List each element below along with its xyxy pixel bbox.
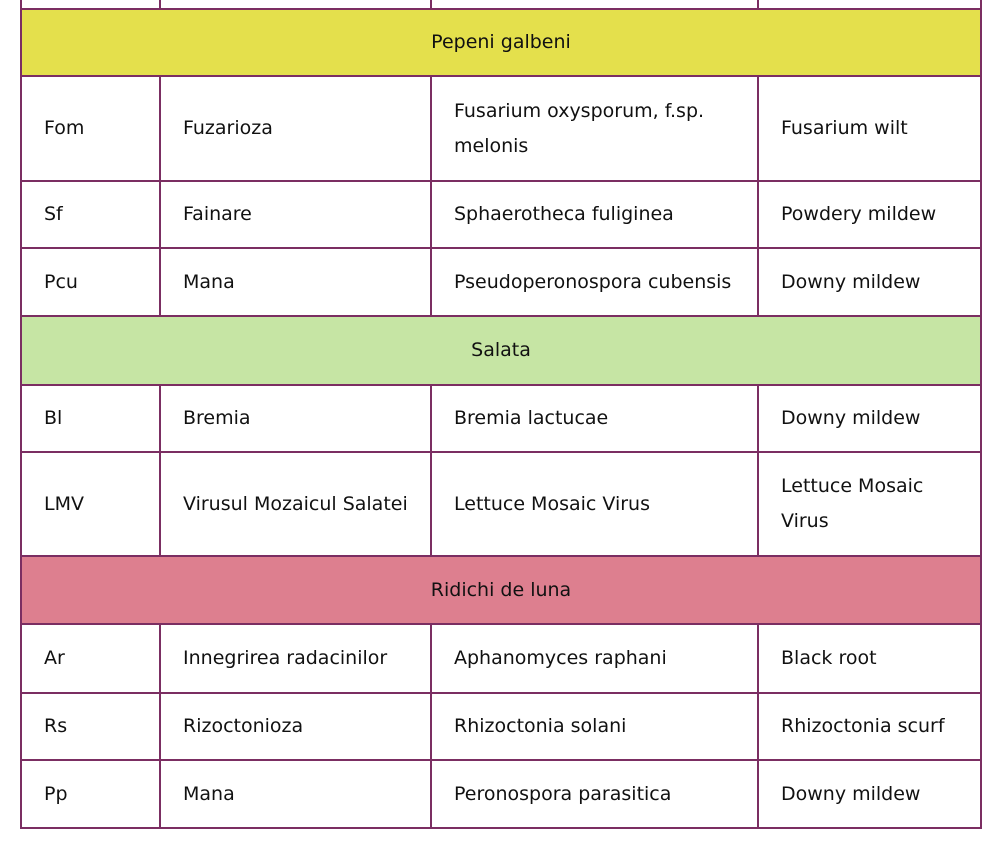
- english-name-cell: Powdery mildew: [758, 181, 981, 248]
- section-header-pepeni-galbeni: [21, 9, 981, 76]
- romanian-name-cell: Mana: [160, 248, 431, 316]
- english-name-cell: Downy mildew: [758, 760, 981, 828]
- table-row: [21, 624, 981, 693]
- section-header-salata: [21, 316, 981, 385]
- latin-name-cell: Aphanomyces raphani: [431, 624, 758, 693]
- romanian-name-cell: Fuzarioza: [160, 76, 431, 181]
- romanian-name-cell: Fainare: [160, 181, 431, 248]
- section-title: Salata: [21, 316, 981, 385]
- code-cell: Bl: [21, 385, 160, 452]
- romanian-name-cell: Innegrirea radacinilor: [160, 624, 431, 693]
- english-name-cell: Black root: [758, 624, 981, 693]
- section-header-ridichi-de-luna: [21, 556, 981, 624]
- latin-name-cell: Bremia lactucae: [431, 385, 758, 452]
- code-cell: Sf: [21, 181, 160, 248]
- table-cell: [160, 0, 431, 9]
- section-title: Pepeni galbeni: [21, 9, 981, 76]
- table-row: [21, 76, 981, 181]
- latin-name-cell: Rhizoctonia solani: [431, 693, 758, 760]
- romanian-name-cell: Mana: [160, 760, 431, 828]
- latin-name-cell: Sphaerotheca fuliginea: [431, 181, 758, 248]
- latin-name-cell: Pseudoperonospora cubensis: [431, 248, 758, 316]
- table-cell: [758, 0, 981, 9]
- table-row: [21, 385, 981, 452]
- table-cell: [431, 0, 758, 9]
- code-cell: LMV: [21, 452, 160, 556]
- english-name-cell: Downy mildew: [758, 385, 981, 452]
- table-row: [21, 181, 981, 248]
- romanian-name-cell: Rizoctonioza: [160, 693, 431, 760]
- english-name-cell: Lettuce Mosaic Virus: [758, 452, 981, 556]
- table-row: [21, 452, 981, 556]
- table-row: [21, 693, 981, 760]
- romanian-name-cell: Bremia: [160, 385, 431, 452]
- english-name-cell: Rhizoctonia scurf: [758, 693, 981, 760]
- latin-name-cell: Peronospora parasitica: [431, 760, 758, 828]
- section-title: Ridichi de luna: [21, 556, 981, 624]
- code-cell: Rs: [21, 693, 160, 760]
- latin-name-cell: Lettuce Mosaic Virus: [431, 452, 758, 556]
- table-row: [21, 760, 981, 828]
- code-cell: Pcu: [21, 248, 160, 316]
- english-name-cell: Fusarium wilt: [758, 76, 981, 181]
- disease-table: [20, 0, 982, 829]
- table-row-partial: [21, 0, 981, 9]
- code-cell: Fom: [21, 76, 160, 181]
- code-cell: Pp: [21, 760, 160, 828]
- romanian-name-cell: Virusul Mozaicul Salatei: [160, 452, 431, 556]
- latin-name-cell: Fusarium oxysporum, f.sp. melonis: [431, 76, 758, 181]
- code-cell: Ar: [21, 624, 160, 693]
- table-cell: [21, 0, 160, 9]
- table-row: [21, 248, 981, 316]
- english-name-cell: Downy mildew: [758, 248, 981, 316]
